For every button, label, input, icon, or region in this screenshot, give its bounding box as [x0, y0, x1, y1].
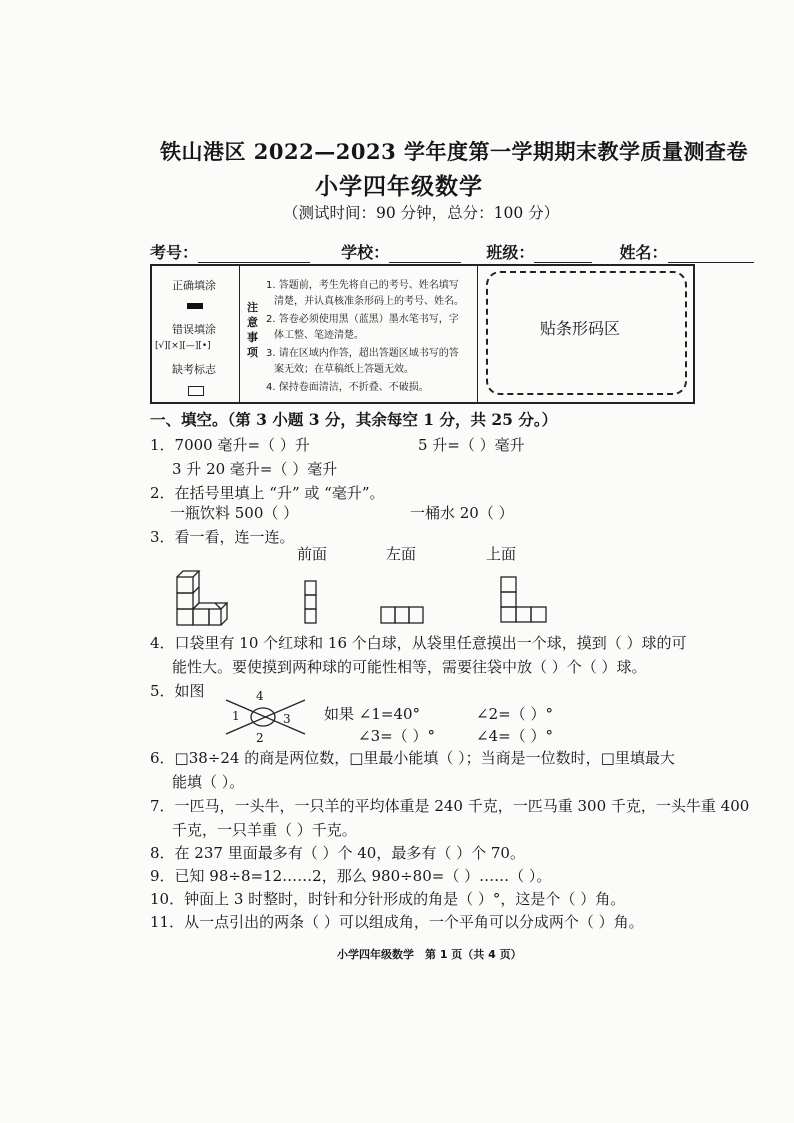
question-2b: 一桶水 20（ ）	[410, 504, 514, 522]
correct-fill-label: 正确填涂	[172, 279, 216, 292]
question-7a: 7．一匹马，一头牛，一只羊的平均体重是 240 千克，一匹马重 300 千克，一头牛重 400	[150, 797, 750, 815]
notes-line-1: 1. 答题前，考生先将自己的考号、姓名填写	[266, 280, 459, 291]
question-5: 5．如图	[150, 682, 205, 700]
question-7b: 千克，一只羊重（ ）千克。	[172, 821, 357, 839]
wrong-fill-examples: [√][×][—][•]	[155, 341, 211, 351]
question-5d: ∠4=（ ）°	[476, 727, 553, 745]
question-1c: 3 升 20 毫升=（ ）毫升	[172, 460, 338, 478]
notes-line-4: 体工整、笔迹清楚。	[274, 330, 364, 341]
page-footer: 小学四年级数学 第 1 页（共 4 页）	[337, 948, 522, 961]
notes-line-3: 2. 答卷必须使用黑（蓝黑）墨水笔书写，字	[266, 314, 459, 325]
name-label: 姓名：	[619, 243, 668, 262]
question-2: 2．在括号里填上 “升” 或 “毫升”。	[150, 484, 385, 502]
wrong-fill-label: 错误填涂	[172, 323, 216, 336]
exam-title: 铁山港区 2022—2023 学年度第一学期期末教学质量测查卷	[160, 139, 749, 164]
question-6a: 6．□38÷24 的商是两位数，□里最小能填（ ）；当商是一位数时，□里填最大	[150, 749, 675, 767]
view-option-top[interactable]	[501, 577, 546, 622]
question-10: 10．钟面上 3 时整时，时针和分针形成的角是（ ）°，这是个（ ）角。	[150, 890, 626, 908]
view-left-label: 左面	[386, 545, 417, 563]
notes-line-5: 3. 请在区域内作答，超出答题区域书写的答	[266, 348, 459, 359]
exam-subtitle: 小学四年级数学	[315, 173, 483, 200]
view-option-left[interactable]	[381, 607, 423, 623]
question-3: 3．看一看，连一连。	[150, 528, 295, 546]
school-label: 学校：	[341, 243, 390, 262]
angle-label-1: 1	[232, 709, 240, 723]
question-9: 9．已知 98÷8=12……2，那么 980÷80=（ ）……（ ）。	[150, 867, 552, 885]
exam-no-label: 考号：	[150, 243, 199, 262]
question-2a: 一瓶饮料 500（ ）	[170, 504, 299, 522]
exam-info: （测试时间：90 分钟，总分：100 分）	[283, 204, 560, 222]
question-5a: 如果 ∠1=40°	[324, 705, 421, 723]
notes-line-7: 4. 保持卷面清洁，不折叠、不破损。	[266, 382, 429, 393]
question-5c: ∠3=（ ）°	[358, 727, 435, 745]
question-1a: 1．7000 毫升=（ ）升	[150, 436, 310, 454]
barcode-area-label: 贴条形码区	[540, 319, 621, 338]
view-front-label: 前面	[297, 545, 328, 563]
absent-mark-label: 缺考标志	[172, 363, 216, 376]
question-5b: ∠2=（ ）°	[476, 705, 553, 723]
question-4b: 能性大。要使摸到两种球的可能性相等，需要往袋中放（ ）个（ ）球。	[172, 658, 647, 676]
notes-line-2: 清楚，并认真核准条形码上的考号、姓名。	[274, 296, 464, 307]
cube-stack-figure[interactable]	[177, 571, 227, 625]
angle-label-3: 3	[283, 712, 291, 726]
section1-heading: 一、填空。（第 3 小题 3 分，其余每空 1 分，共 25 分。）	[150, 410, 558, 429]
question-1b: 5 升=（ ）毫升	[418, 436, 525, 454]
notes-heading: 注意事项	[247, 301, 258, 359]
question-6b: 能填（ ）。	[172, 773, 245, 791]
angle-label-4: 4	[256, 689, 264, 703]
angle-label-2: 2	[256, 731, 264, 745]
notes-line-6: 案无效；在草稿纸上答题无效。	[274, 364, 414, 375]
class-label: 班级：	[486, 243, 535, 262]
question-8: 8．在 237 里面最多有（ ）个 40，最多有（ ）个 70。	[150, 844, 525, 862]
view-option-front[interactable]	[305, 581, 316, 623]
question-11: 11．从一点引出的两条（ ）可以组成角，一个平角可以分成两个（ ）角。	[150, 913, 644, 931]
question-4a: 4．口袋里有 10 个红球和 16 个白球，从袋里任意摸出一个球，摸到（ ）球的可	[150, 634, 687, 652]
view-top-label: 上面	[486, 545, 517, 563]
